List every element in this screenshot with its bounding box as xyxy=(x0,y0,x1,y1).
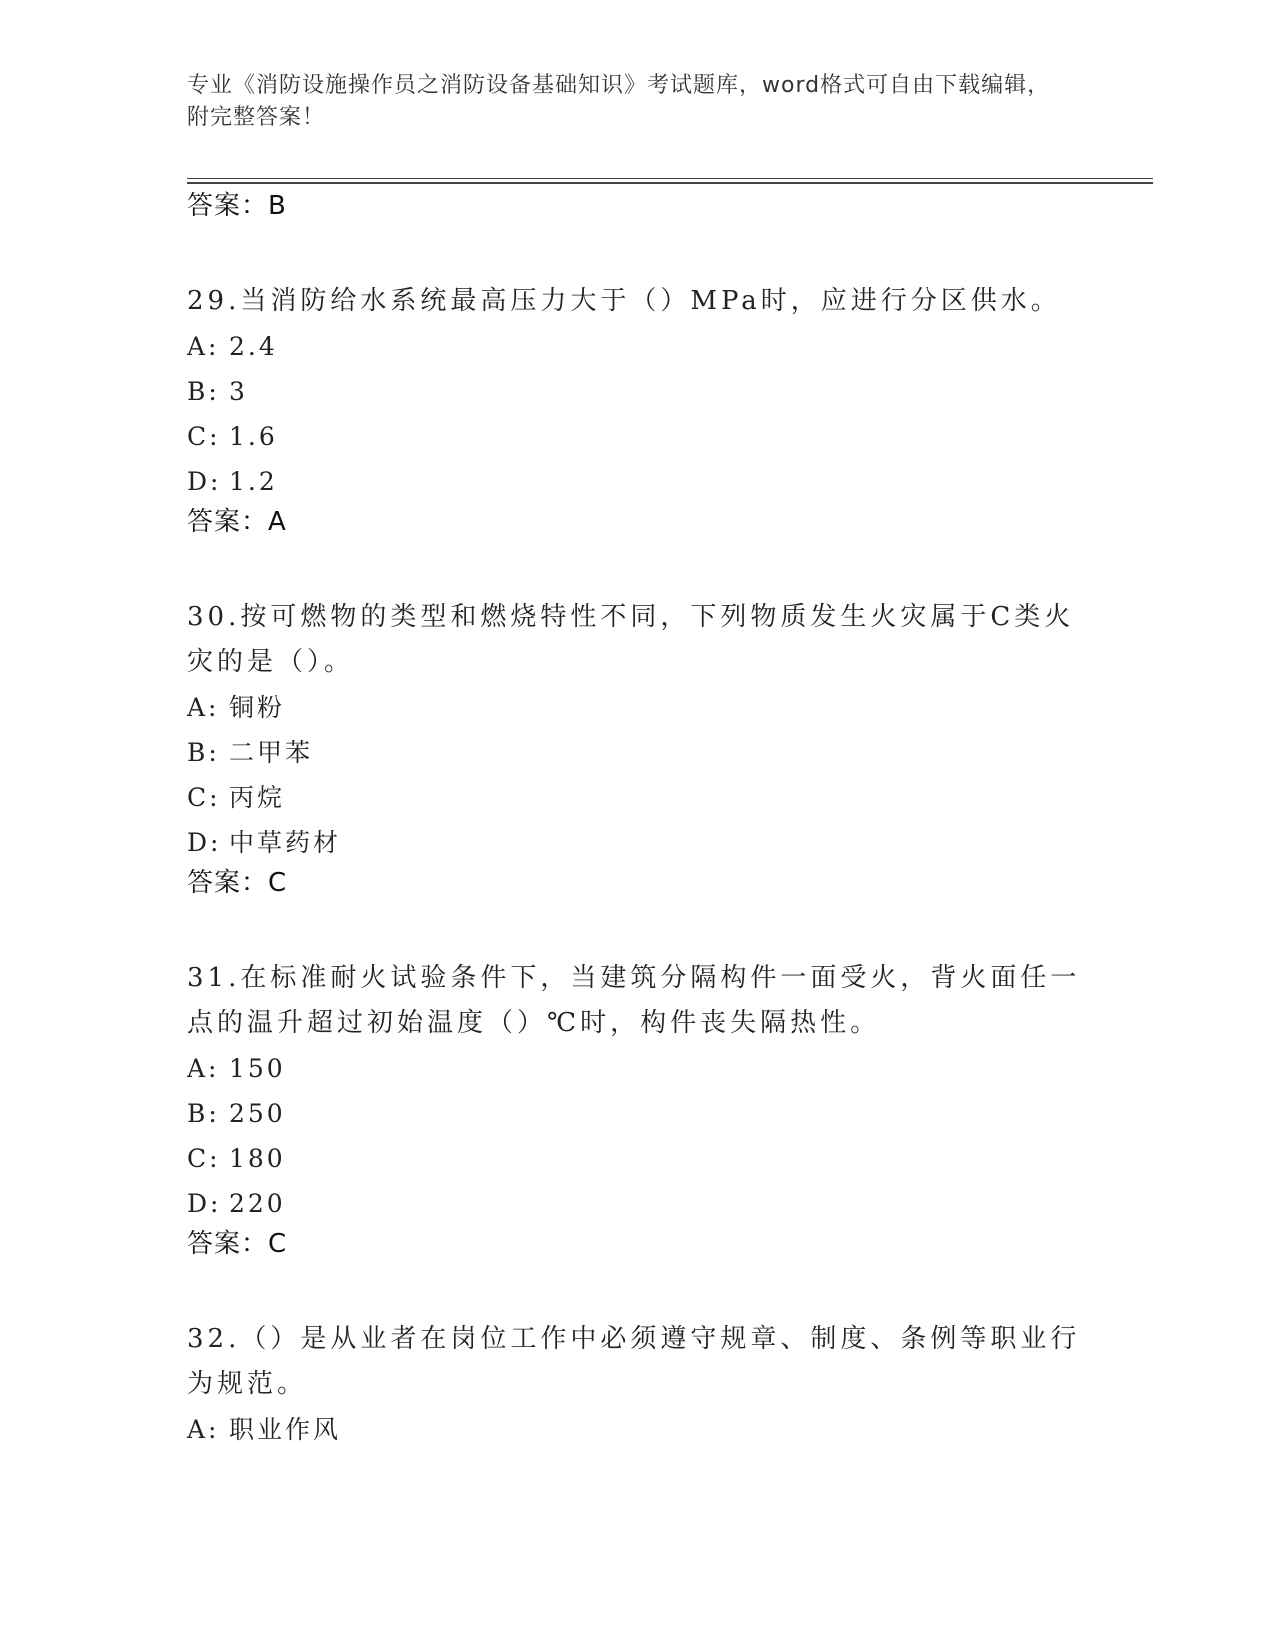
question-block xyxy=(187,595,1087,909)
option-key: B: xyxy=(187,738,220,767)
option-text: 丙烷 xyxy=(229,783,286,812)
question-block xyxy=(187,956,1087,1270)
option-key: B: xyxy=(187,1099,220,1128)
option-text: 150 xyxy=(229,1054,286,1083)
answer-line: 答案：A xyxy=(187,507,287,537)
option-text: 1.6 xyxy=(229,422,278,451)
option-key: A: xyxy=(187,332,220,361)
option-text: 3 xyxy=(229,377,248,406)
option-key: A: xyxy=(187,1054,220,1083)
answer-line: 答案：C xyxy=(187,1229,288,1259)
option-text: 铜粉 xyxy=(229,693,286,722)
option-item xyxy=(187,1181,1087,1226)
option-key: D: xyxy=(187,1189,222,1218)
option-text: 1.2 xyxy=(229,467,278,496)
option-key: A: xyxy=(187,693,220,722)
option-text: 180 xyxy=(229,1144,286,1173)
question-stem: 32.（）是从业者在岗位工作中必须遵守规章、制度、条例等职业行为规范。 xyxy=(187,1324,1081,1399)
question-block xyxy=(187,279,1087,548)
option-key: A: xyxy=(187,1415,220,1444)
option-key: D: xyxy=(187,467,222,496)
option-key: C: xyxy=(187,1144,221,1173)
option-text: 二甲苯 xyxy=(229,738,314,767)
option-key: B: xyxy=(187,377,220,406)
answer-line: 答案：C xyxy=(187,868,288,898)
question-stem: 31.在标准耐火试验条件下，当建筑分隔构件一面受火，背火面任一点的温升超过初始温度（）℃时，构件丧失隔热性。 xyxy=(187,963,1081,1038)
question-block xyxy=(187,1317,1087,1452)
option-item xyxy=(187,820,1087,865)
option-text: 职业作风 xyxy=(229,1415,342,1444)
option-item xyxy=(187,685,1087,730)
option-item xyxy=(187,775,1087,820)
option-key: D: xyxy=(187,828,222,857)
option-text: 220 xyxy=(229,1189,286,1218)
header-rule-thin xyxy=(187,178,1153,179)
question-list xyxy=(187,188,1087,1452)
option-key: C: xyxy=(187,783,221,812)
option-item xyxy=(187,324,1087,369)
option-item xyxy=(187,1136,1087,1181)
option-text: 250 xyxy=(229,1099,286,1128)
option-item xyxy=(187,1407,1087,1452)
option-text: 中草药材 xyxy=(229,828,342,857)
page-header: 专业《消防设施操作员之消防设备基础知识》考试题库，word格式可自由下载编辑，附完整答案！ xyxy=(187,73,1051,130)
option-text: 2.4 xyxy=(229,332,278,361)
question-stem: 29.当消防给水系统最高压力大于（）MPa时，应进行分区供水。 xyxy=(187,286,1061,316)
option-item xyxy=(187,369,1087,414)
option-item xyxy=(187,1046,1087,1091)
answer-line: 答案：B xyxy=(187,191,287,221)
option-item xyxy=(187,459,1087,504)
header-rule-thick xyxy=(187,182,1153,184)
option-item xyxy=(187,730,1087,775)
option-item xyxy=(187,1091,1087,1136)
option-item xyxy=(187,414,1087,459)
question-stem: 30.按可燃物的类型和燃烧特性不同，下列物质发生火灾属于C类火灾的是（）。 xyxy=(187,602,1075,677)
option-key: C: xyxy=(187,422,221,451)
